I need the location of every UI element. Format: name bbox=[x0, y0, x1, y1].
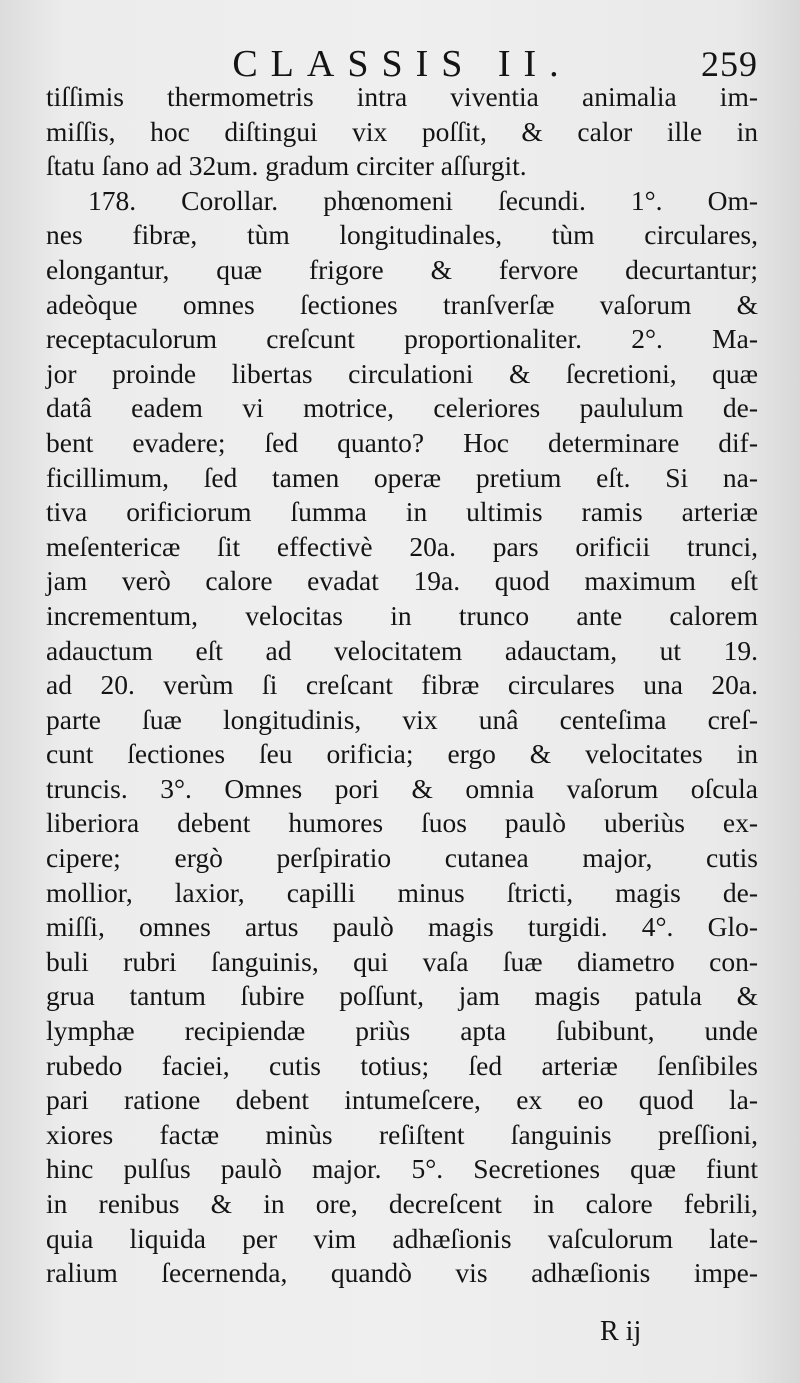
page-number: 259 bbox=[701, 44, 758, 84]
text-line: jam verò calore evadat 19a. quod maximum eſt bbox=[46, 565, 758, 597]
text-line: bent evadere; ſed quanto? Hoc determinare dif- bbox=[46, 426, 758, 458]
text-line: truncis. 3°. Omnes pori & omnia vaſorum oſcula bbox=[46, 772, 758, 804]
text-line: ralium ſecernenda, quandò vis adhæſionis impe- bbox=[46, 1257, 758, 1289]
text-line: grua tantum ſubire poſſunt, jam magis patula & bbox=[46, 980, 758, 1012]
text-line: parte ſuæ longitudinis, vix unâ centeſima creſ- bbox=[46, 703, 758, 735]
page-title: CLASSIS II. bbox=[232, 43, 572, 85]
paragraph-start-line: 178. Corollar. phœnomeni ſecundi. 1°. Om- bbox=[88, 184, 758, 216]
text-line: hinc pulſus paulò major. 5°. Secretiones quæ fiunt bbox=[46, 1153, 758, 1185]
text-line: adeòque omnes ſectiones tranſverſæ vaſorum & bbox=[46, 288, 758, 320]
text-line: meſentericæ ſit effectivè 20a. pars orificii trunci, bbox=[46, 530, 758, 562]
text-line: tiva orificiorum ſumma in ultimis ramis arteriæ bbox=[46, 496, 758, 528]
text-line: elongantur, quæ frigore & fervore decurtantur; bbox=[46, 253, 758, 285]
text-line: tiſſimis thermometris intra viventia animalia im- bbox=[46, 81, 758, 112]
text-line: miſſis, hoc diſtingui vix poſſit, & calor ille in bbox=[46, 115, 758, 147]
text-line: quia liquida per vim adhæſionis vaſculorum late- bbox=[46, 1222, 758, 1254]
text-line: rubedo faciei, cutis totius; ſed arteriæ ſenſibiles bbox=[46, 1049, 758, 1081]
text-line: cunt ſectiones ſeu orificia; ergo & velocitates in bbox=[46, 738, 758, 770]
text-line: pari ratione debent intumeſcere, ex eo quod la- bbox=[46, 1084, 758, 1116]
text-line: nes fibræ, tùm longitudinales, tùm circulares, bbox=[46, 219, 758, 251]
text-line: cipere; ergò perſpiratio cutanea major, cutis bbox=[46, 842, 758, 874]
text-line: receptaculorum creſcunt proportionaliter. 2°. Ma- bbox=[46, 323, 758, 355]
text-line: in renibus & in ore, decreſcent in calore febrili, bbox=[46, 1188, 758, 1219]
text-line: ficillimum, ſed tamen operæ pretium eſt. Si na- bbox=[46, 461, 758, 493]
text-line: buli rubri ſanguinis, qui vaſa ſuæ diametro con- bbox=[46, 945, 758, 977]
text-line: ad 20. verùm ſi creſcant fibræ circulares una 20a. bbox=[46, 669, 758, 701]
text-line: lymphæ recipiendæ priùs apta ſubibunt, unde bbox=[46, 1015, 758, 1047]
body-text bbox=[46, 80, 758, 1291]
text-line: xiores factæ minùs reſiſtent ſanguinis preſſioni, bbox=[46, 1118, 758, 1150]
text-line: ſtatu ſano ad 32um. gradum circiter aſſurgit. bbox=[46, 150, 527, 182]
text-line: datâ eadem vi motrice, celeriores paululum de- bbox=[46, 392, 758, 424]
text-line: mollior, laxior, capilli minus ſtricti, magis de- bbox=[46, 876, 758, 908]
text-line: liberiora debent humores ſuos paulò uberiùs ex- bbox=[46, 807, 758, 839]
text-line: adauctum eſt ad velocitatem adauctam, ut 19. bbox=[46, 634, 758, 666]
text-line: jor proinde libertas circulationi & ſecretioni, quæ bbox=[46, 357, 758, 389]
text-line: miſſi, omnes artus paulò magis turgidi. 4°. Glo- bbox=[46, 911, 758, 943]
text-line: incrementum, velocitas in trunco ante calorem bbox=[46, 599, 758, 631]
signature-mark: R ij bbox=[600, 1316, 642, 1347]
